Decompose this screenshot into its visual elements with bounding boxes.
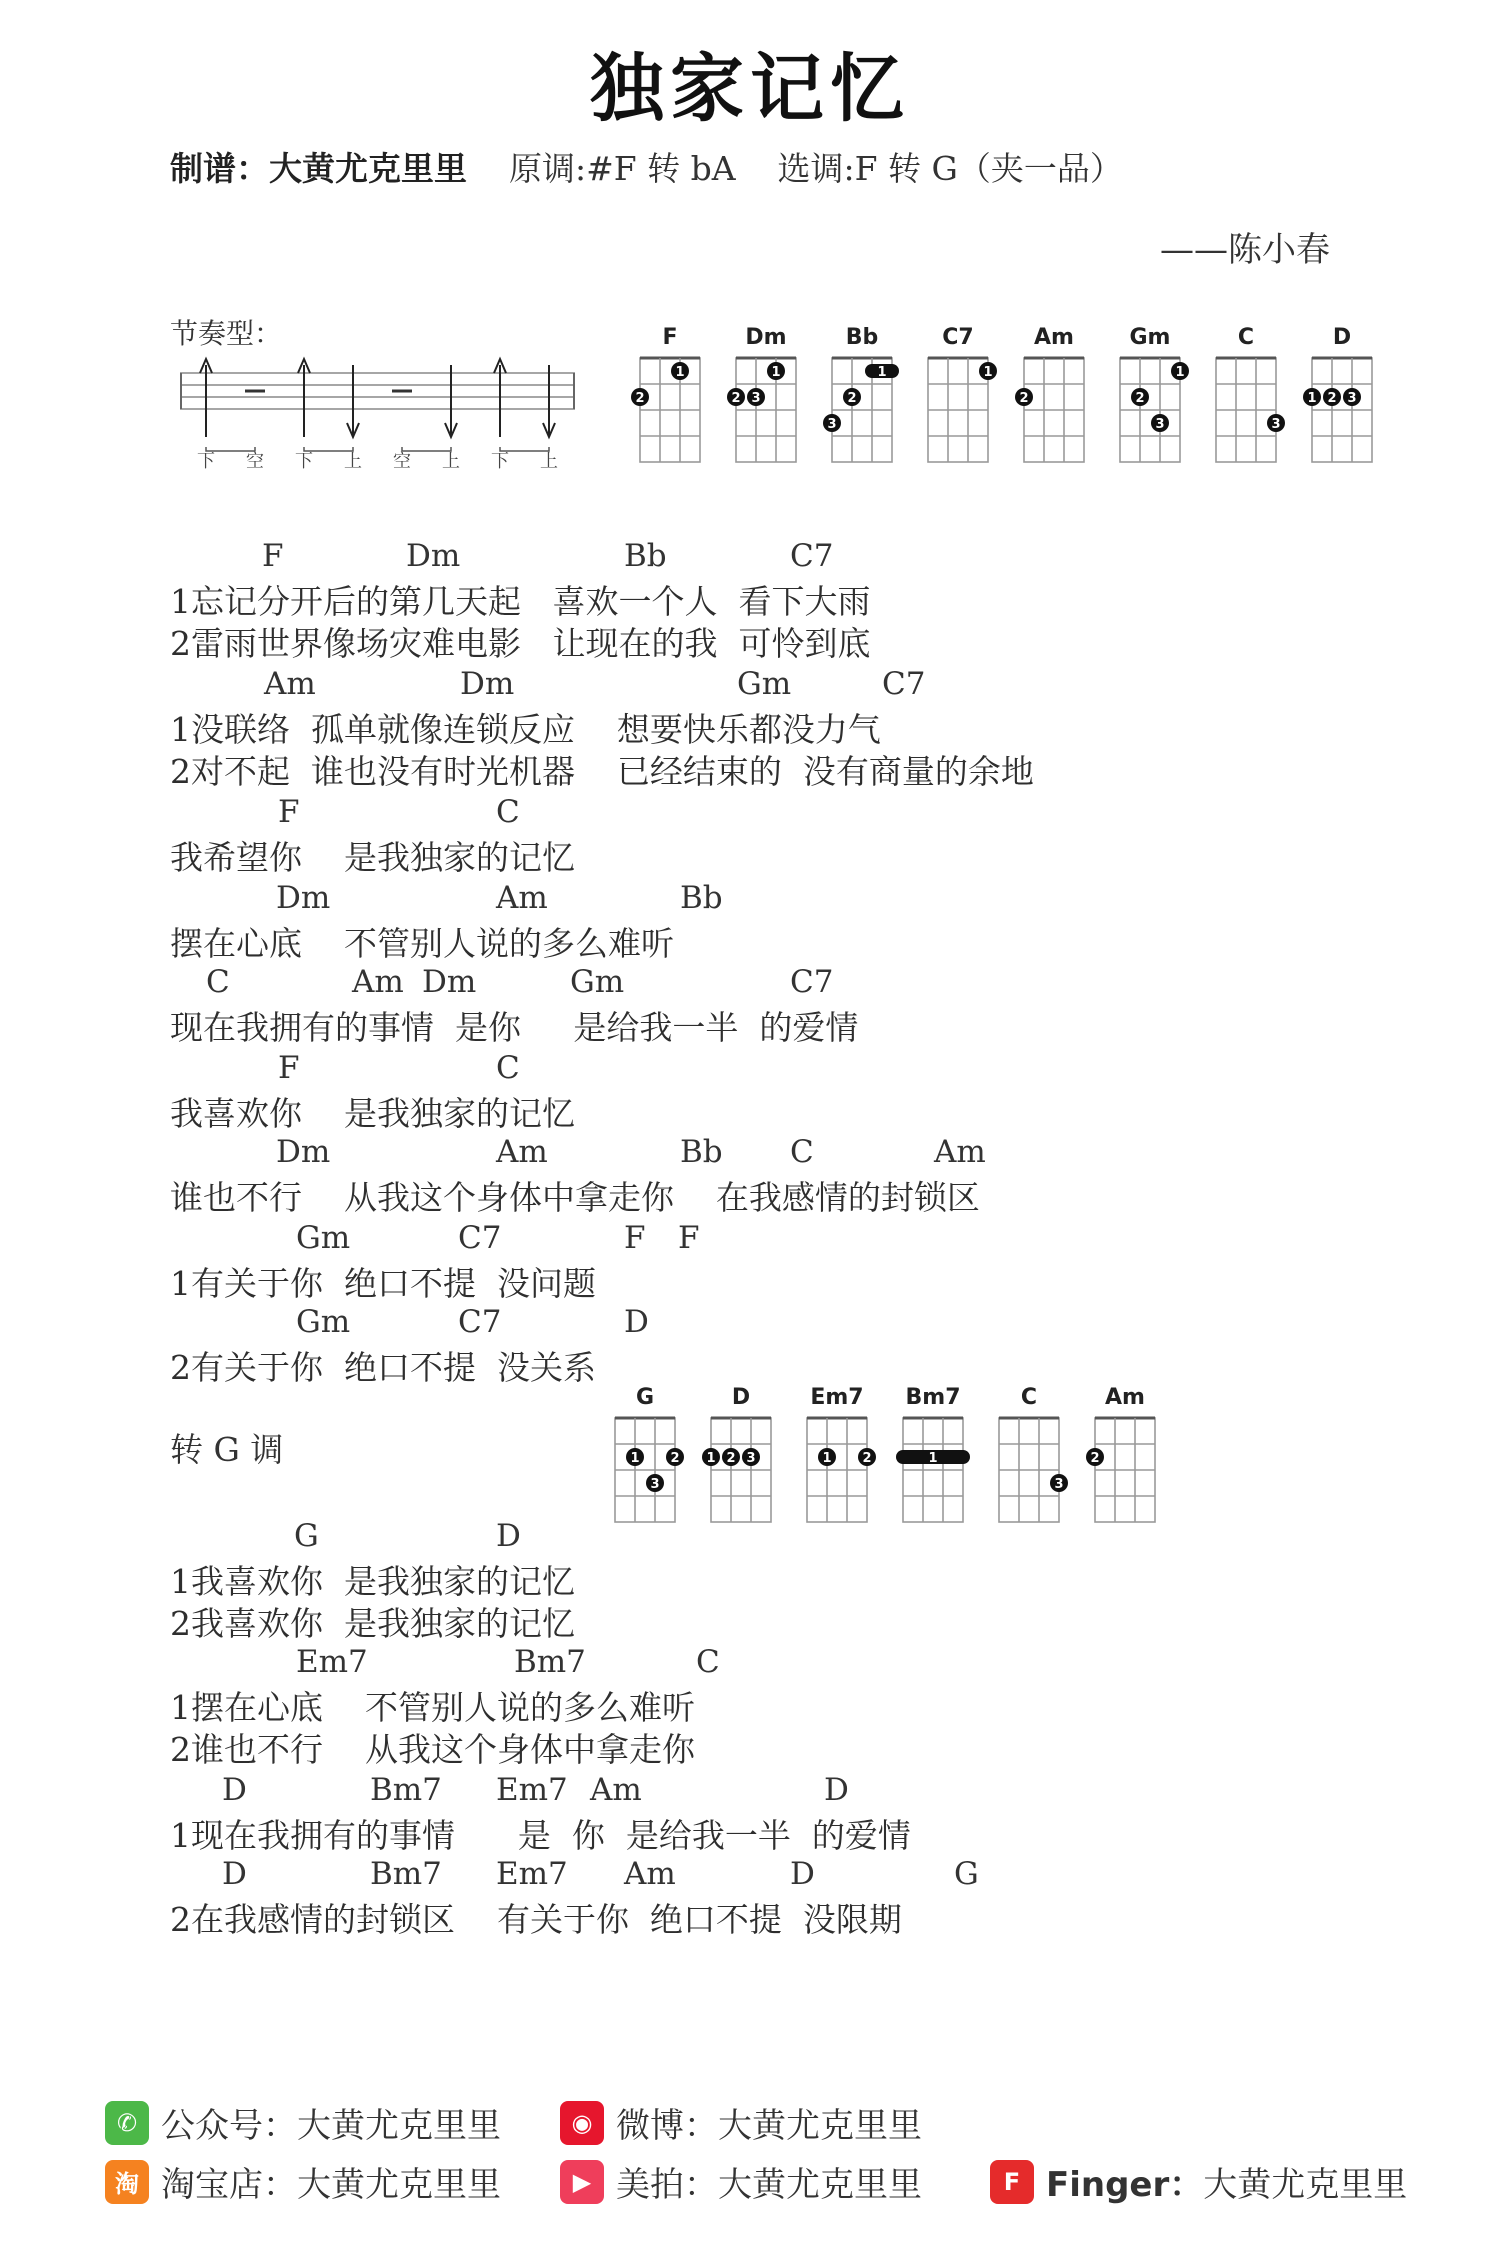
chord-name: F: [662, 325, 678, 350]
chord-name: C7: [942, 325, 974, 350]
arranger-label: 制谱：: [170, 149, 269, 188]
chord-symbol: Em7: [296, 1644, 368, 1680]
svg-text:2: 2: [1019, 391, 1029, 406]
chord-symbol: Bb: [680, 880, 723, 916]
chord-diagram: [999, 1385, 1068, 1522]
chord-name: Dm: [745, 325, 787, 350]
svg-text:3: 3: [746, 1451, 756, 1466]
finger-dot: [671, 362, 689, 380]
chord-symbol: C: [790, 1134, 814, 1170]
lyric-line: 1有关于你 绝口不提 没问题: [170, 1264, 596, 1303]
finger-dot: [1050, 1474, 1068, 1492]
chord-diagram: [928, 325, 997, 462]
chord-symbol: Am: [496, 1134, 548, 1170]
key-change-label: 转 G 调: [170, 1430, 284, 1469]
finger-dot: [727, 388, 745, 406]
chord-symbol: D: [496, 1518, 521, 1554]
footer-label: 淘宝店：: [161, 2165, 297, 2205]
chord-symbol: C: [696, 1644, 720, 1680]
song-author: ——陈小春: [1160, 230, 1330, 270]
svg-text:3: 3: [1155, 417, 1165, 432]
chord-symbol: Bm7: [370, 1856, 442, 1892]
chord-symbol: D: [624, 1304, 649, 1340]
original-key: 原调:#F 转 bA: [508, 149, 736, 188]
footer-label: 微博：: [616, 2106, 718, 2146]
chord-symbol: C: [496, 794, 520, 830]
lyric-line: 我喜欢你 是我独家的记忆: [170, 1094, 575, 1133]
rhythm-stroke-label: 下: [197, 451, 215, 472]
chord-symbol: Am: [352, 964, 404, 1000]
chord-name: C: [1020, 1385, 1038, 1410]
chord-name: Gm: [1129, 325, 1171, 350]
chord-symbol: C7: [882, 666, 926, 702]
chord-diagram: [1303, 325, 1372, 462]
finger-dot: [1323, 388, 1341, 406]
finger-dot: [631, 388, 649, 406]
chord-symbol: C: [206, 964, 230, 1000]
lyric-line: 现在我拥有的事情 是你 是给我一半 的爱情: [170, 1008, 859, 1047]
svg-text:1: 1: [877, 365, 887, 380]
finger-dot: [979, 362, 997, 380]
finger-dot: [1151, 414, 1169, 432]
chord-diagram: [823, 325, 892, 462]
finger-dot: [1171, 362, 1189, 380]
footer-label: 公众号：: [161, 2106, 297, 2146]
lyric-line: 2我喜欢你 是我独家的记忆: [170, 1604, 575, 1643]
chord-symbol: Gm: [737, 666, 792, 702]
meipai-icon: ▶: [560, 2160, 604, 2204]
song-title: 独家记忆: [590, 46, 910, 132]
chord-diagram: [615, 1385, 684, 1522]
chord-symbol: D: [824, 1772, 849, 1808]
finger-dot: [823, 414, 841, 432]
finger-dot: [722, 1448, 740, 1466]
wechat-icon: ✆: [105, 2101, 149, 2145]
chord-symbol: Bm7: [514, 1644, 586, 1680]
lyric-line: 1摆在心底 不管别人说的多么难听: [170, 1688, 695, 1727]
lyric-line: 我希望你 是我独家的记忆: [170, 838, 575, 877]
weibo-icon: ◉: [560, 2101, 604, 2145]
svg-text:1: 1: [630, 1451, 640, 1466]
chord-diagram: [631, 325, 700, 462]
rhythm-stroke-label: 上: [442, 451, 460, 472]
svg-text:2: 2: [847, 391, 857, 406]
rhythm-stroke-label: 下: [295, 451, 313, 472]
rhythm-stroke-label: 空: [393, 451, 411, 472]
svg-text:3: 3: [751, 391, 761, 406]
rhythm-stroke-label: 下: [491, 451, 509, 472]
svg-text:2: 2: [862, 1451, 872, 1466]
chord-symbol: Dm: [276, 880, 331, 916]
chord-symbol: D: [790, 1856, 815, 1892]
chord-diagram: [807, 1385, 876, 1522]
chord-symbol: F: [278, 794, 300, 830]
finger-dot: [1267, 414, 1285, 432]
svg-text:1: 1: [771, 365, 781, 380]
chord-diagram: [1086, 1385, 1155, 1522]
lyric-line: 1没联络 孤单就像连锁反应 想要快乐都没力气: [170, 710, 881, 749]
finger-dot: [767, 362, 785, 380]
chord-symbol: F: [278, 1050, 300, 1086]
chord-symbol: C7: [458, 1220, 502, 1256]
footer-contact: [560, 2157, 922, 2206]
lyric-line: 2谁也不行 从我这个身体中拿走你: [170, 1730, 695, 1769]
taobao-icon: 淘: [105, 2160, 149, 2204]
lyric-line: 1我喜欢你 是我独家的记忆: [170, 1562, 575, 1601]
chord-chart-f-key: [628, 318, 1388, 478]
chord-name: D: [731, 1385, 751, 1410]
finger-dot: [747, 388, 765, 406]
svg-text:3: 3: [827, 417, 837, 432]
finger-dot: [1303, 388, 1321, 406]
chord-diagram: [903, 1385, 963, 1522]
finger-dot: [646, 1474, 664, 1492]
svg-text:2: 2: [635, 391, 645, 406]
finger-dot: [1015, 388, 1033, 406]
chord-symbol: Bm7: [370, 1772, 442, 1808]
svg-text:1: 1: [822, 1451, 832, 1466]
footer-label: Finger：: [1046, 2165, 1204, 2205]
chosen-key: 选调:F 转 G（夹一品）: [777, 149, 1123, 188]
chord-name: C: [1237, 325, 1255, 350]
chord-name: D: [1332, 325, 1352, 350]
footer-contact: [105, 2098, 501, 2147]
svg-text:2: 2: [1327, 391, 1337, 406]
chord-symbol: Am: [624, 1856, 676, 1892]
chord-name: G: [635, 1385, 655, 1410]
rhythm-stroke: [445, 365, 457, 437]
song-meta: [170, 143, 1123, 190]
svg-text:3: 3: [1271, 417, 1281, 432]
chord-diagram: [1015, 325, 1084, 462]
finger-dot: [843, 388, 861, 406]
svg-text:1: 1: [983, 365, 993, 380]
chord-name: Am: [1034, 325, 1074, 350]
svg-text:3: 3: [1054, 1477, 1064, 1492]
chord-symbol: Gm: [570, 964, 625, 1000]
lyric-line: 1忘记分开后的第几天起 喜欢一个人 看下大雨: [170, 582, 871, 621]
rhythm-stroke-label: 上: [540, 451, 558, 472]
finger-dot: [1343, 388, 1361, 406]
chord-symbol: D: [222, 1856, 247, 1892]
chord-symbol: Em7: [496, 1772, 568, 1808]
rhythm-label: 节奏型：: [170, 317, 283, 350]
finger-dot: [1131, 388, 1149, 406]
chord-name: Bb: [845, 325, 879, 350]
svg-text:2: 2: [1090, 1451, 1100, 1466]
svg-text:1: 1: [675, 365, 685, 380]
rhythm-pattern: [180, 355, 580, 485]
finger-dot: [1086, 1448, 1104, 1466]
rhythm-stroke: [494, 359, 506, 437]
footer-value: 大黄尤克里里: [718, 2165, 922, 2205]
arranger-name: 大黄尤克里里: [269, 149, 467, 188]
lyric-line: 2在我感情的封锁区 有关于你 绝口不提 没限期: [170, 1900, 902, 1939]
chord-name: Bm7: [905, 1385, 961, 1410]
chord-symbol: C7: [790, 964, 834, 1000]
chord-symbol: Am: [590, 1772, 642, 1808]
rhythm-stroke-label: 上: [344, 451, 362, 472]
chord-symbol: Gm: [296, 1220, 351, 1256]
chord-symbol: C7: [790, 538, 834, 574]
lyric-line: 2对不起 谁也没有时光机器 已经结束的 没有商量的余地: [170, 752, 1034, 791]
footer-value: 大黄尤克里里: [718, 2106, 922, 2146]
finger-dot: [742, 1448, 760, 1466]
footer-value: 大黄尤克里里: [297, 2106, 501, 2146]
chord-symbol: F: [678, 1220, 700, 1256]
finger-dot: [858, 1448, 876, 1466]
svg-text:2: 2: [1135, 391, 1145, 406]
chord-symbol: F: [624, 1220, 646, 1256]
svg-text:2: 2: [731, 391, 741, 406]
finger-dot: [818, 1448, 836, 1466]
chord-diagram: [1120, 325, 1189, 462]
svg-text:1: 1: [706, 1451, 716, 1466]
chord-symbol: Dm: [276, 1134, 331, 1170]
rhythm-stroke: [347, 365, 359, 437]
chord-symbol: Am: [934, 1134, 986, 1170]
chord-symbol: G: [954, 1856, 979, 1892]
lyric-line: 摆在心底 不管别人说的多么难听: [170, 924, 674, 963]
chord-diagram: [1216, 325, 1285, 462]
finger-icon: F: [990, 2160, 1034, 2204]
svg-text:2: 2: [726, 1451, 736, 1466]
chord-chart-g-key: [605, 1378, 1205, 1538]
finger-dot: [626, 1448, 644, 1466]
lyric-line: 2雷雨世界像场灾难电影 让现在的我 可怜到底: [170, 624, 871, 663]
svg-text:3: 3: [650, 1477, 660, 1492]
rhythm-stroke: [298, 359, 310, 437]
chord-symbol: Dm: [406, 538, 461, 574]
svg-text:2: 2: [670, 1451, 680, 1466]
footer-contact: [560, 2098, 922, 2147]
chord-symbol: C7: [458, 1304, 502, 1340]
svg-text:1: 1: [1307, 391, 1317, 406]
chord-name: Am: [1105, 1385, 1145, 1410]
svg-text:1: 1: [1175, 365, 1185, 380]
footer-contact: [105, 2157, 501, 2206]
chord-symbol: C: [496, 1050, 520, 1086]
footer-contact: [990, 2157, 1407, 2206]
chord-symbol: Am: [496, 880, 548, 916]
chord-symbol: Gm: [296, 1304, 351, 1340]
footer-value: 大黄尤克里里: [1203, 2165, 1408, 2205]
chord-symbol: Am: [264, 666, 316, 702]
chord-symbol: Dm: [422, 964, 477, 1000]
finger-dot: [702, 1448, 720, 1466]
footer-label: 美拍：: [616, 2165, 718, 2205]
lyric-line: 2有关于你 绝口不提 没关系: [170, 1348, 596, 1387]
footer-value: 大黄尤克里里: [297, 2165, 501, 2205]
rhythm-stroke: [543, 365, 555, 437]
chord-symbol: Bb: [624, 538, 667, 574]
chord-symbol: Em7: [496, 1856, 568, 1892]
svg-text:1: 1: [928, 1451, 938, 1466]
rhythm-stroke-label: 空: [246, 451, 264, 472]
lyric-line: 谁也不行 从我这个身体中拿走你 在我感情的封锁区: [170, 1178, 980, 1217]
chord-symbol: F: [262, 538, 284, 574]
svg-text:3: 3: [1347, 391, 1357, 406]
chord-symbol: Bb: [680, 1134, 723, 1170]
chord-symbol: D: [222, 1772, 247, 1808]
rhythm-stroke: [200, 359, 212, 437]
chord-symbol: G: [294, 1518, 319, 1554]
chord-diagram: [727, 325, 796, 462]
chord-name: Em7: [810, 1385, 864, 1410]
finger-dot: [666, 1448, 684, 1466]
chord-diagram: [702, 1385, 771, 1522]
chord-symbol: Dm: [460, 666, 515, 702]
lyric-line: 1现在我拥有的事情 是 你 是给我一半 的爱情: [170, 1816, 911, 1855]
